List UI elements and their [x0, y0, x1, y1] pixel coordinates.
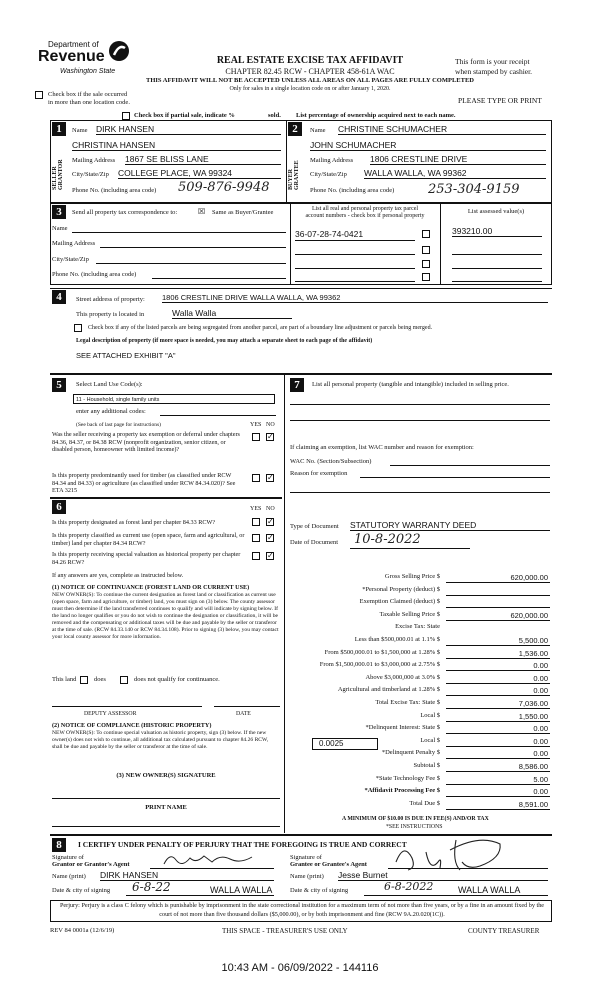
tax-row-label: *Delinquent Penalty $ — [381, 749, 440, 757]
multi-location-checkbox[interactable] — [35, 91, 43, 99]
wac-line[interactable] — [390, 465, 550, 466]
s1-mail-label: Mailing Address — [72, 157, 116, 164]
personal-property-label: List all personal property (tangible and intangible) included in selling price. — [312, 381, 509, 388]
notice-2-body: NEW OWNER(S): To continue special valuation as historic property, sign (3) below. If the new owner(s) does not wish to continue, all additional tax calculated pursuant to chapter 84.26 RCW, shall be due and payable by the seller or transferor at the time of sale. — [52, 730, 269, 750]
ownership-pct-label: List percentage of ownership acquired next to each name. — [296, 112, 456, 119]
tax-row-value[interactable]: 620,000.00 — [510, 573, 548, 582]
s6-q3-no[interactable]: ✓ — [267, 551, 274, 560]
section-8-number: 8 — [52, 838, 66, 852]
tax-row-line — [446, 784, 550, 785]
tax-row-label: *State Technology Fee $ — [375, 774, 440, 782]
receipt-note-2: when stamped by cashier. — [455, 67, 533, 76]
land-does-not-checkbox[interactable] — [120, 676, 128, 684]
segregation-checkbox[interactable] — [74, 324, 82, 332]
street-label: Street address of property: — [76, 296, 145, 303]
grantor-signature-line[interactable] — [150, 868, 274, 869]
tax-row-line — [446, 595, 550, 596]
buyer-name-1[interactable]: CHRISTINE SCHUMACHER — [338, 124, 546, 135]
parcel-header-1: List all real and personal property tax parcel — [311, 206, 419, 212]
s3-phone-line[interactable] — [152, 278, 286, 279]
grantor-date-label: Date & city of signing — [52, 887, 111, 894]
doc-date-label: Date of Document — [290, 539, 339, 546]
buyer-phone[interactable]: 253-304-9159 — [428, 182, 520, 197]
tax-row-label: Excise Tax: State — [395, 623, 440, 631]
seller-city[interactable]: COLLEGE PLACE, WA 99324 — [118, 168, 281, 179]
grantor-date[interactable]: 6-8-22 — [132, 880, 171, 894]
personal-property-line-2[interactable] — [290, 420, 550, 421]
buyer-mail[interactable]: 1806 CRESTLINE DRIVE — [370, 154, 546, 165]
doc-type-label: Type of Document — [290, 523, 339, 530]
s6-q1-yes[interactable] — [252, 518, 260, 526]
section-5-number: 5 — [52, 378, 66, 392]
tax-row-value[interactable]: 620,000.00 — [510, 610, 548, 620]
reason-label: Reason for exemption — [290, 470, 348, 477]
grantee-date[interactable]: 6-8-2022 — [384, 880, 434, 893]
revenue-logo — [38, 40, 133, 80]
new-owner-sig-label: (3) NEW OWNER(S) SIGNATURE — [116, 772, 216, 779]
form-title: REAL ESTATE EXCISE TAX AFFIDAVIT — [216, 55, 404, 66]
tax-row-line — [446, 733, 550, 734]
grantor-sig-label-2: Grantor or Grantor's Agent — [52, 861, 130, 868]
s3-name-label: Name — [52, 225, 68, 232]
deputy-date-line[interactable] — [214, 706, 280, 707]
tax-row-label: From $1,500,000.01 to $3,000,000 at 2.75% $ — [319, 661, 440, 669]
local-rate: 0.0025 — [319, 739, 344, 748]
parcel-header-2: account numbers - check box if personal property — [305, 213, 425, 219]
multi-location-label-1: Check box if the sale occurred — [48, 91, 128, 98]
tax-row-value[interactable]: 0.00 — [533, 661, 548, 671]
located-label: This property is located in — [76, 311, 145, 318]
s5-question-2: Is this property predominantly used for timber (as classified under RCW 84.34 and 84.33) or agriculture (as classified under RCW 84.34.020)? See ETA 3215 — [52, 472, 236, 494]
s3-city-line[interactable] — [96, 263, 286, 264]
land-use-value: 11 - Household, single family units — [76, 397, 160, 403]
s5-q2-yes[interactable] — [252, 474, 260, 482]
tax-row-label: Less than $500,000.01 at 1.1% $ — [354, 636, 440, 643]
minimum-note: A MINIMUM OF $10.00 IS DUE IN FEE(S) AND/OR TAX — [342, 816, 489, 822]
grantee-sig-label-1: Signature of — [290, 854, 322, 861]
s1-city-label: City/State/Zip — [72, 171, 109, 178]
reason-line-2[interactable] — [290, 492, 550, 493]
tax-row-label: Total Due $ — [409, 799, 440, 807]
legal-description[interactable]: SEE ATTACHED EXHIBIT "A" — [76, 351, 176, 360]
same-as-buyer-label: Same as Buyer/Grantee — [212, 209, 274, 216]
seller-grantor-label: SELLER GRANTOR — [52, 159, 64, 190]
tax-row-line — [446, 607, 550, 608]
deputy-label: DEPUTY ASSESSOR — [84, 711, 137, 717]
tax-row-line — [446, 658, 550, 659]
seller-phone[interactable]: 509-876-9948 — [178, 180, 270, 195]
s3-mail-label: Mailing Address — [52, 240, 96, 247]
exemption-label: If claiming an exemption, list WAC number and reason for exemption: — [290, 444, 474, 451]
notice-2-title: (2) NOTICE OF COMPLIANCE (HISTORIC PROPERTY) — [52, 722, 212, 729]
tax-row-line — [446, 758, 550, 759]
s6-question-1: Is this property designated as forest land per chapter 84.33 RCW? — [52, 519, 216, 526]
tax-row-line — [446, 645, 550, 646]
perjury-text: Perjury: Perjury is a class C felony which is punishable by imprisonment in the state correctional institution for a maximum term of not more than five years, or by a fine in an amount fixed by the court of not more than five thousand dollars ($5,000.00), or by both imprisonment and fine (RCW 9A.20.020(1C)). — [59, 902, 545, 918]
grantee-date-label: Date & city of signing — [290, 887, 349, 894]
section-4-number: 4 — [52, 290, 66, 304]
grantor-city[interactable]: WALLA WALLA — [210, 885, 273, 895]
receipt-note-1: This form is your receipt — [455, 57, 530, 66]
tax-row-line — [446, 695, 550, 696]
correspondence-label: Send all property tax correspondence to: — [72, 209, 178, 216]
tax-row-label: Exemption Claimed (deduct) $ — [359, 598, 440, 606]
s5-question-1: Was the seller receiving a property tax exemption or deferral under chapters 84.36, 84.37, or 84.38 RCW (nonprofit organization, senior citizen, or disabled person, homeowner with limited income)? — [52, 431, 240, 453]
revenue-word: Revenue — [38, 48, 105, 65]
tax-row-value[interactable]: 1,536.00 — [518, 648, 548, 658]
tax-row-line — [446, 746, 550, 747]
segregation-label: Check box if any of the listed parcels are being segregated from another parcel, are part of a boundary line adjustment or parcels being merged. — [88, 325, 433, 331]
s6-yes-label: YES — [250, 506, 262, 512]
s6-question-3: Is this property receiving special valuation as historical property per chapter 84.26 RCW? — [52, 551, 241, 566]
tax-row-value[interactable]: 0.00 — [533, 673, 548, 683]
does-label: does — [94, 676, 106, 683]
this-land-label: This land — [52, 676, 77, 683]
tax-row-label: Gross Selling Price $ — [384, 573, 440, 580]
s3-name-line[interactable] — [72, 232, 286, 233]
tax-row-value[interactable]: 7,036.00 — [518, 699, 548, 708]
tax-row-line — [446, 771, 550, 772]
s2-mail-label: Mailing Address — [310, 157, 354, 164]
treasurer-space: THIS SPACE - TREASURER'S USE ONLY — [222, 927, 348, 935]
tax-row-label: *Affidavit Processing Fee $ — [364, 787, 440, 795]
tax-row-line — [446, 620, 550, 621]
revenue-emblem-icon — [108, 40, 130, 62]
notice-1-title: (1) NOTICE OF CONTINUANCE (FOREST LAND OR CURRENT USE) — [52, 584, 250, 591]
tax-row-label: From $500,000.01 to $1,500,000 at 1.28% $ — [324, 648, 440, 656]
s6-q2-yes[interactable] — [252, 534, 260, 542]
tax-row-label: Taxable Selling Price $ — [379, 610, 440, 618]
s6-question-2: Is this property classified as current use (open space, farm and agricultural, or timber) land per chapter 84.34 RCW? — [52, 532, 245, 547]
same-as-buyer-checkbox[interactable]: ☒ — [198, 207, 206, 216]
s5-yes-label: YES — [250, 422, 262, 428]
tax-row-label: Subtotal $ — [413, 762, 440, 769]
local-rate-box — [312, 738, 378, 750]
reason-line[interactable] — [360, 477, 550, 478]
parcel-number[interactable]: 36-07-28-74-0421 — [295, 229, 364, 239]
s2-city-label: City/State/Zip — [310, 171, 347, 178]
grantee-name-label: Name (print) — [290, 873, 324, 880]
s2-name-label: Name — [310, 127, 326, 134]
see-back-label: (See back of last page for instructions) — [76, 422, 161, 428]
new-owner-sig-line[interactable] — [52, 798, 280, 799]
tax-row-value[interactable]: 8,591.00 — [518, 799, 548, 809]
single-location-note: Only for sales in a single location code on or after January 1, 2020. — [229, 86, 391, 92]
property-street[interactable]: 1806 CRESTLINE DRIVE WALLA WALLA, WA 99362 — [162, 293, 548, 303]
tax-row-line — [446, 683, 550, 684]
s1-name-label: Name — [72, 127, 88, 134]
state-label: Washington State — [60, 68, 116, 75]
section-7-number: 7 — [290, 378, 304, 392]
print-name-line[interactable] — [52, 826, 280, 827]
tax-row-value[interactable]: 5.00 — [533, 774, 548, 784]
tax-row-label: *Delinquent Interest: State $ — [365, 724, 440, 732]
print-name-label: PRINT NAME — [145, 804, 187, 811]
form-chapter: CHAPTER 82.45 RCW - CHAPTER 458-61A WAC — [225, 67, 395, 76]
land-use-select[interactable] — [73, 394, 275, 404]
certify-text: I CERTIFY UNDER PENALTY OF PERJURY THAT THE FOREGOING IS TRUE AND CORRECT — [78, 840, 407, 849]
section-1-number: 1 — [52, 122, 66, 136]
s3-mail-line[interactable] — [100, 247, 286, 248]
rev-number: REV 84 0001a (12/6/19) — [50, 927, 115, 934]
grantor-signature — [160, 850, 260, 868]
additional-codes-line[interactable] — [160, 415, 276, 416]
seller-mail[interactable]: 1867 SE BLISS LANE — [125, 154, 281, 165]
tax-row-value[interactable]: 1,550.00 — [518, 711, 548, 721]
recording-stamp: 10:43 AM - 06/09/2022 - 144116 — [221, 962, 379, 974]
buyer-city[interactable]: WALLA WALLA, WA 99362 — [364, 168, 546, 179]
notice-1-body: NEW OWNER(S): To continue the current designation as forest land or classification as current use (open space, farm and agriculture, or timber) land, you must sign on (3) below. The county assessor must then determine if the land transferred continues to qualify and will indicate by signing below. If the land no longer qualifies or you do not wish to continue the designation or classification, it will be removed and the compensating or additional taxes will be due and payable by the seller or transferor at the time of sale. (RCW 84.33.140 or RCW 84.34.108). Prior to signing (3) below, you may contact your local county assessor for more information. — [52, 592, 279, 640]
grantor-print-name[interactable]: DIRK HANSEN — [100, 870, 274, 881]
form-warning: THIS AFFIDAVIT WILL NOT BE ACCEPTED UNLESS ALL AREAS ON ALL PAGES ARE FULLY COMPLETED — [146, 77, 474, 84]
grantor-sig-label-1: Signature of — [52, 854, 84, 861]
multi-location-label-2: in more than one location code. — [48, 99, 130, 106]
dept-label: Department of — [48, 40, 99, 49]
s6-q2-no[interactable]: ✓ — [267, 533, 274, 542]
s6-q1-no[interactable]: ✓ — [267, 517, 274, 526]
county-treasurer: COUNTY TREASURER — [468, 927, 540, 935]
wac-label: WAC No. (Section/Subsection) — [290, 458, 372, 465]
section-3-number: 3 — [52, 205, 66, 219]
s6-no-label: NO — [266, 506, 275, 512]
tax-row-value[interactable]: 0.00 — [533, 749, 548, 759]
deputy-date-label: DATE — [236, 711, 251, 717]
tax-row-line — [446, 582, 550, 583]
tax-row-value[interactable]: 0.00 — [533, 736, 548, 746]
seller-name-1[interactable]: DIRK HANSEN — [96, 124, 281, 135]
property-location[interactable]: Walla Walla — [172, 308, 292, 319]
tax-row-value[interactable]: 8,586.00 — [518, 762, 548, 771]
additional-codes-label: enter any additional codes: — [76, 408, 146, 415]
personal-property-line-1[interactable] — [290, 404, 550, 405]
s3-city-label: City/State/Zip — [52, 256, 89, 263]
parcel-2-personal-checkbox[interactable] — [422, 246, 430, 254]
tax-row-line — [446, 721, 550, 722]
see-instructions: *SEE INSTRUCTIONS — [386, 824, 443, 830]
buyer-name-2[interactable]: JOHN SCHUMACHER — [310, 140, 546, 151]
s2-phone-label: Phone No. (including area code) — [310, 187, 395, 194]
grantee-sig-label-2: Grantee or Grantee's Agent — [290, 861, 367, 868]
tax-row-line — [446, 809, 550, 810]
grantee-print-name[interactable]: Jesse Burnet — [338, 870, 548, 881]
deputy-line[interactable] — [52, 706, 202, 707]
s5-q1-yes[interactable] — [252, 433, 260, 441]
seller-name-2[interactable]: CHRISTINA HANSEN — [72, 140, 281, 151]
tax-row-line — [446, 670, 550, 671]
parcel-3-personal-checkbox[interactable] — [422, 260, 430, 268]
section-2-number: 2 — [288, 122, 302, 136]
parcel-1-personal-checkbox[interactable] — [422, 230, 430, 238]
section-6-number: 6 — [52, 500, 66, 514]
assessed-header: List assessed value(s) — [467, 208, 525, 215]
tax-row-label: *Personal Property (deduct) $ — [362, 585, 440, 593]
doc-date[interactable]: 10-8-2022 — [354, 532, 421, 547]
tax-row-value[interactable]: 0.00 — [533, 724, 548, 734]
s6-q3-yes[interactable] — [252, 552, 260, 560]
tax-row-value[interactable]: 0.00 — [533, 686, 548, 696]
s5-no-label: NO — [266, 422, 275, 428]
land-use-label: Select Land Use Code(s): — [76, 381, 143, 388]
assessed-value[interactable]: 393210.00 — [452, 226, 542, 237]
s6-any-yes: If any answers are yes, complete as instructed below. — [52, 572, 184, 579]
partial-sale-checkbox[interactable] — [122, 112, 130, 120]
tax-row-line — [446, 708, 550, 709]
does-not-label: does not qualify for continuance. — [134, 676, 220, 683]
tax-row-label: Local $ — [420, 711, 440, 719]
s1-phone-label: Phone No. (including area code) — [72, 187, 157, 194]
doc-type[interactable]: STATUTORY WARRANTY DEED — [350, 520, 550, 531]
legal-desc-label: Legal description of property (if more space is needed, you may attach a separate sheet to each page of the affidavit) — [76, 338, 373, 344]
tax-row-label: Agricultural and timberland at 1.28% $ — [337, 686, 440, 694]
tax-row-label: Total Excise Tax: State $ — [375, 699, 440, 706]
tax-row-label: Local $ — [420, 736, 440, 744]
parcel-4-personal-checkbox[interactable] — [422, 273, 430, 281]
s3-phone-label: Phone No. (including area code) — [52, 271, 137, 278]
tax-row-value[interactable]: 5,500.00 — [518, 636, 548, 645]
tax-row-line — [446, 796, 550, 797]
s5-q2-no[interactable]: ✓ — [267, 473, 274, 482]
land-does-checkbox[interactable] — [80, 676, 88, 684]
s5-q1-no[interactable]: ✓ — [267, 432, 274, 441]
type-or-print: PLEASE TYPE OR PRINT — [458, 96, 542, 105]
tax-row-value[interactable]: 0.00 — [533, 787, 548, 797]
tax-row-label: Above $3,000,000 at 3.0% $ — [365, 673, 440, 681]
partial-sale-label: Check box if partial sale, indicate % — [134, 112, 235, 119]
buyer-grantee-label: BUYER GRANTEE — [288, 160, 300, 190]
grantee-city[interactable]: WALLA WALLA — [458, 885, 521, 895]
grantor-name-label: Name (print) — [52, 873, 86, 880]
sold-label: sold. — [268, 112, 281, 119]
